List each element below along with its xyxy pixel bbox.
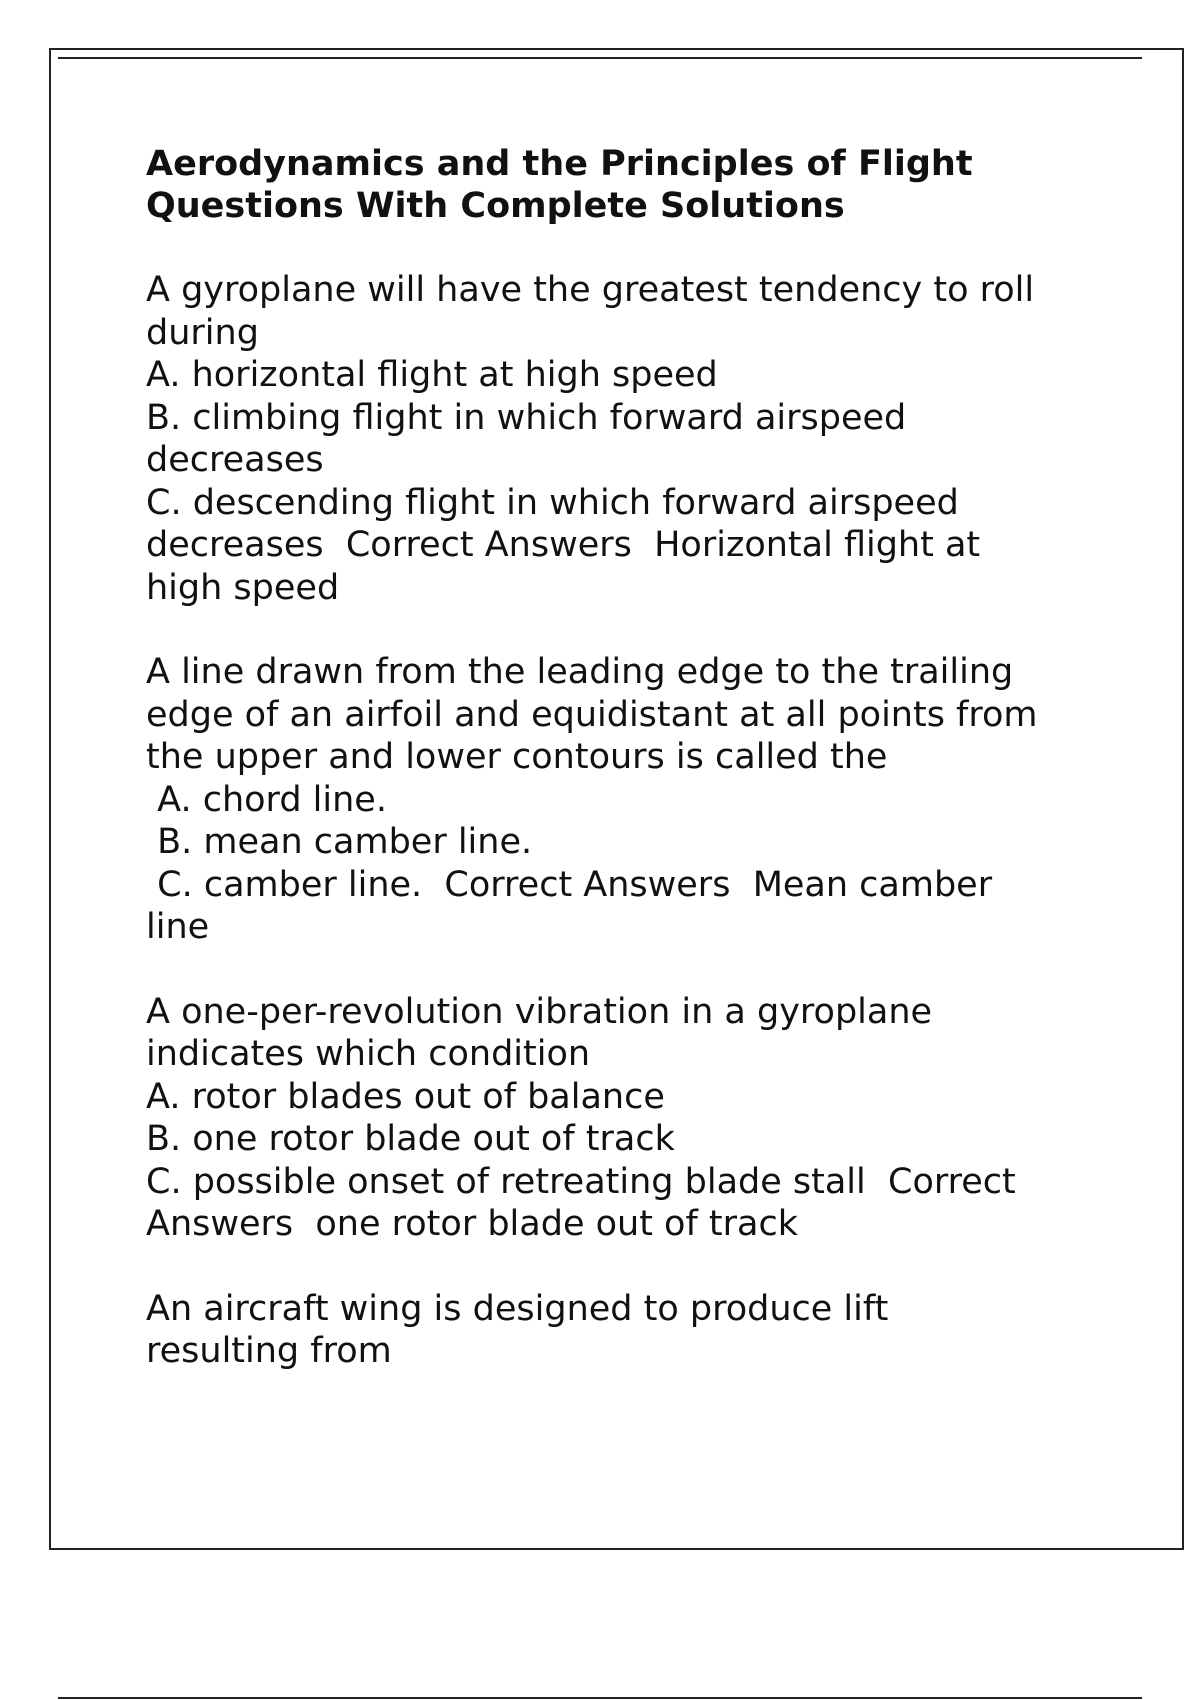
- header-rule: [58, 57, 1142, 59]
- document-title: Aerodynamics and the Principles of Flight Questions With Complete Solutions: [146, 144, 973, 226]
- question-block: A gyroplane will have the greatest tendency to roll during A. horizontal flight at high speed B. climbing flight in which forward airspeed decreases C. descending flight in which forward airspeed decreases Correct Answers Horizontal flight at high speed: [146, 270, 1035, 608]
- question-block: An aircraft wing is designed to produce lift resulting from: [146, 1288, 889, 1371]
- document-body: [146, 143, 1096, 1415]
- footer-rule: [58, 1697, 1142, 1699]
- question-block: A one-per-revolution vibration in a gyroplane indicates which condition A. rotor blades out of balance B. one rotor blade out of track C. possible onset of retreating blade stall Correct Answers one rotor blade out of track: [146, 991, 1016, 1244]
- question-block: A line drawn from the leading edge to the trailing edge of an airfoil and equidistant at all points from the upper and lower contours is called the A. chord line. B. mean camber line. C. camber line. Correct Answers Mean camber line: [146, 652, 1038, 947]
